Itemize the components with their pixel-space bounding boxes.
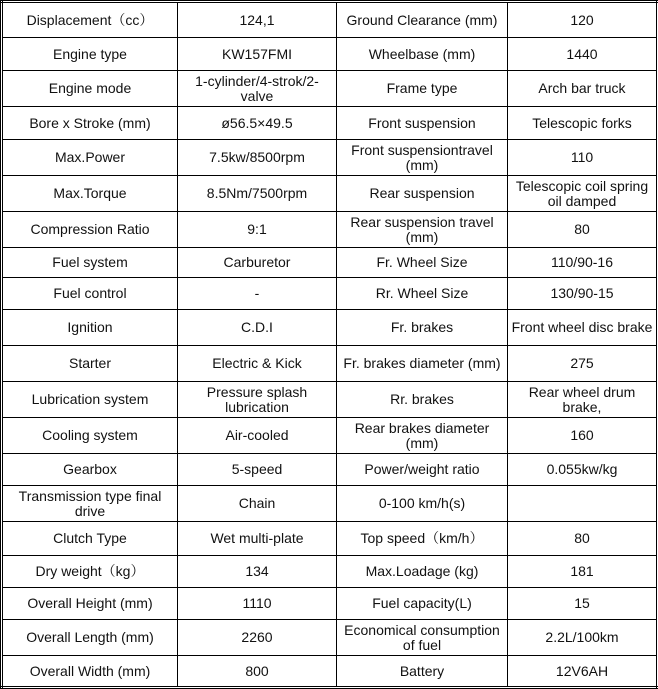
spec-value-right: Rear wheel drum brake, bbox=[508, 382, 658, 418]
table-row bbox=[2, 212, 658, 248]
table-row bbox=[2, 418, 658, 454]
spec-value-right: 160 bbox=[508, 418, 658, 454]
spec-label-right: Battery bbox=[337, 656, 508, 688]
spec-label-left: Bore x Stroke (mm) bbox=[2, 107, 178, 140]
spec-value-left: - bbox=[178, 278, 337, 310]
table-row bbox=[2, 522, 658, 556]
spec-label-right: Front suspensiontravel (mm) bbox=[337, 140, 508, 176]
spec-label-left: Compression Ratio bbox=[2, 212, 178, 248]
spec-label-right: Fr. brakes bbox=[337, 310, 508, 346]
spec-value-right: 181 bbox=[508, 556, 658, 588]
table-row bbox=[2, 486, 658, 522]
table-row bbox=[2, 454, 658, 486]
spec-label-left: Fuel control bbox=[2, 278, 178, 310]
spec-label-right: Rear suspension travel (mm) bbox=[337, 212, 508, 248]
spec-label-right: Economical consumption of fuel bbox=[337, 620, 508, 656]
spec-value-right: 1440 bbox=[508, 38, 658, 71]
spec-value-left: Chain bbox=[178, 486, 337, 522]
spec-value-right: Telescopic forks bbox=[508, 107, 658, 140]
spec-table-body bbox=[2, 2, 658, 688]
spec-label-left: Overall Height (mm) bbox=[2, 588, 178, 620]
spec-label-right: Fr. Wheel Size bbox=[337, 248, 508, 278]
spec-value-left: C.D.I bbox=[178, 310, 337, 346]
table-row bbox=[2, 140, 658, 176]
spec-value-right: 120 bbox=[508, 2, 658, 38]
spec-value-left: ø56.5×49.5 bbox=[178, 107, 337, 140]
spec-label-right: Ground Clearance (mm) bbox=[337, 2, 508, 38]
spec-label-left: Ignition bbox=[2, 310, 178, 346]
spec-value-left: 800 bbox=[178, 656, 337, 688]
table-row bbox=[2, 176, 658, 212]
spec-label-left: Displacement（cc） bbox=[2, 2, 178, 38]
spec-value-right: 110/90-16 bbox=[508, 248, 658, 278]
spec-label-left: Engine mode bbox=[2, 71, 178, 107]
spec-value-left: Pressure splash lubrication bbox=[178, 382, 337, 418]
spec-value-left: 7.5kw/8500rpm bbox=[178, 140, 337, 176]
spec-label-left: Starter bbox=[2, 346, 178, 382]
spec-value-right: Telescopic coil spring oil damped bbox=[508, 176, 658, 212]
spec-value-left: 1110 bbox=[178, 588, 337, 620]
table-row bbox=[2, 107, 658, 140]
spec-label-left: Engine type bbox=[2, 38, 178, 71]
spec-label-left: Transmission type final drive bbox=[2, 486, 178, 522]
spec-value-right: 2.2L/100km bbox=[508, 620, 658, 656]
spec-label-right: Top speed（km/h） bbox=[337, 522, 508, 556]
spec-label-right: Front suspension bbox=[337, 107, 508, 140]
table-row bbox=[2, 71, 658, 107]
spec-value-left: 134 bbox=[178, 556, 337, 588]
spec-label-right: 0-100 km/h(s) bbox=[337, 486, 508, 522]
spec-value-left: Carburetor bbox=[178, 248, 337, 278]
table-row bbox=[2, 346, 658, 382]
spec-value-right bbox=[508, 486, 658, 522]
spec-value-right: Arch bar truck bbox=[508, 71, 658, 107]
spec-value-left: 9:1 bbox=[178, 212, 337, 248]
table-row bbox=[2, 2, 658, 38]
spec-label-right: Rear suspension bbox=[337, 176, 508, 212]
spec-value-left: 5-speed bbox=[178, 454, 337, 486]
spec-label-right: Fuel capacity(L) bbox=[337, 588, 508, 620]
spec-value-right: 275 bbox=[508, 346, 658, 382]
spec-value-left: Air-cooled bbox=[178, 418, 337, 454]
spec-value-left: KW157FMI bbox=[178, 38, 337, 71]
spec-value-left: 8.5Nm/7500rpm bbox=[178, 176, 337, 212]
spec-label-left: Dry weight（kg） bbox=[2, 556, 178, 588]
spec-value-left: Wet multi-plate bbox=[178, 522, 337, 556]
spec-label-right: Wheelbase (mm) bbox=[337, 38, 508, 71]
spec-label-right: Power/weight ratio bbox=[337, 454, 508, 486]
spec-value-left: 124,1 bbox=[178, 2, 337, 38]
table-row bbox=[2, 310, 658, 346]
spec-value-right: 130/90-15 bbox=[508, 278, 658, 310]
spec-label-right: Frame type bbox=[337, 71, 508, 107]
table-row bbox=[2, 248, 658, 278]
table-row bbox=[2, 38, 658, 71]
spec-value-right: Front wheel disc brake bbox=[508, 310, 658, 346]
spec-label-left: Lubrication system bbox=[2, 382, 178, 418]
spec-label-left: Overall Length (mm) bbox=[2, 620, 178, 656]
spec-value-right: 110 bbox=[508, 140, 658, 176]
spec-value-left: 1-cylinder/4-strok/2-valve bbox=[178, 71, 337, 107]
table-row bbox=[2, 588, 658, 620]
table-row bbox=[2, 382, 658, 418]
table-row bbox=[2, 556, 658, 588]
spec-value-left: Electric & Kick bbox=[178, 346, 337, 382]
spec-value-right: 80 bbox=[508, 212, 658, 248]
table-row bbox=[2, 620, 658, 656]
spec-label-left: Cooling system bbox=[2, 418, 178, 454]
spec-label-right: Max.Loadage (kg) bbox=[337, 556, 508, 588]
spec-label-left: Fuel system bbox=[2, 248, 178, 278]
spec-label-right: Fr. brakes diameter (mm) bbox=[337, 346, 508, 382]
spec-label-left: Gearbox bbox=[2, 454, 178, 486]
spec-value-right: 12V6AH bbox=[508, 656, 658, 688]
spec-label-left: Max.Power bbox=[2, 140, 178, 176]
spec-label-left: Overall Width (mm) bbox=[2, 656, 178, 688]
spec-value-left: 2260 bbox=[178, 620, 337, 656]
spec-label-left: Clutch Type bbox=[2, 522, 178, 556]
spec-label-right: Rr. brakes bbox=[337, 382, 508, 418]
spec-label-right: Rr. Wheel Size bbox=[337, 278, 508, 310]
spec-value-right: 0.055kw/kg bbox=[508, 454, 658, 486]
spec-value-right: 80 bbox=[508, 522, 658, 556]
spec-label-right: Rear brakes diameter (mm) bbox=[337, 418, 508, 454]
table-row bbox=[2, 278, 658, 310]
spec-label-left: Max.Torque bbox=[2, 176, 178, 212]
spec-value-right: 15 bbox=[508, 588, 658, 620]
